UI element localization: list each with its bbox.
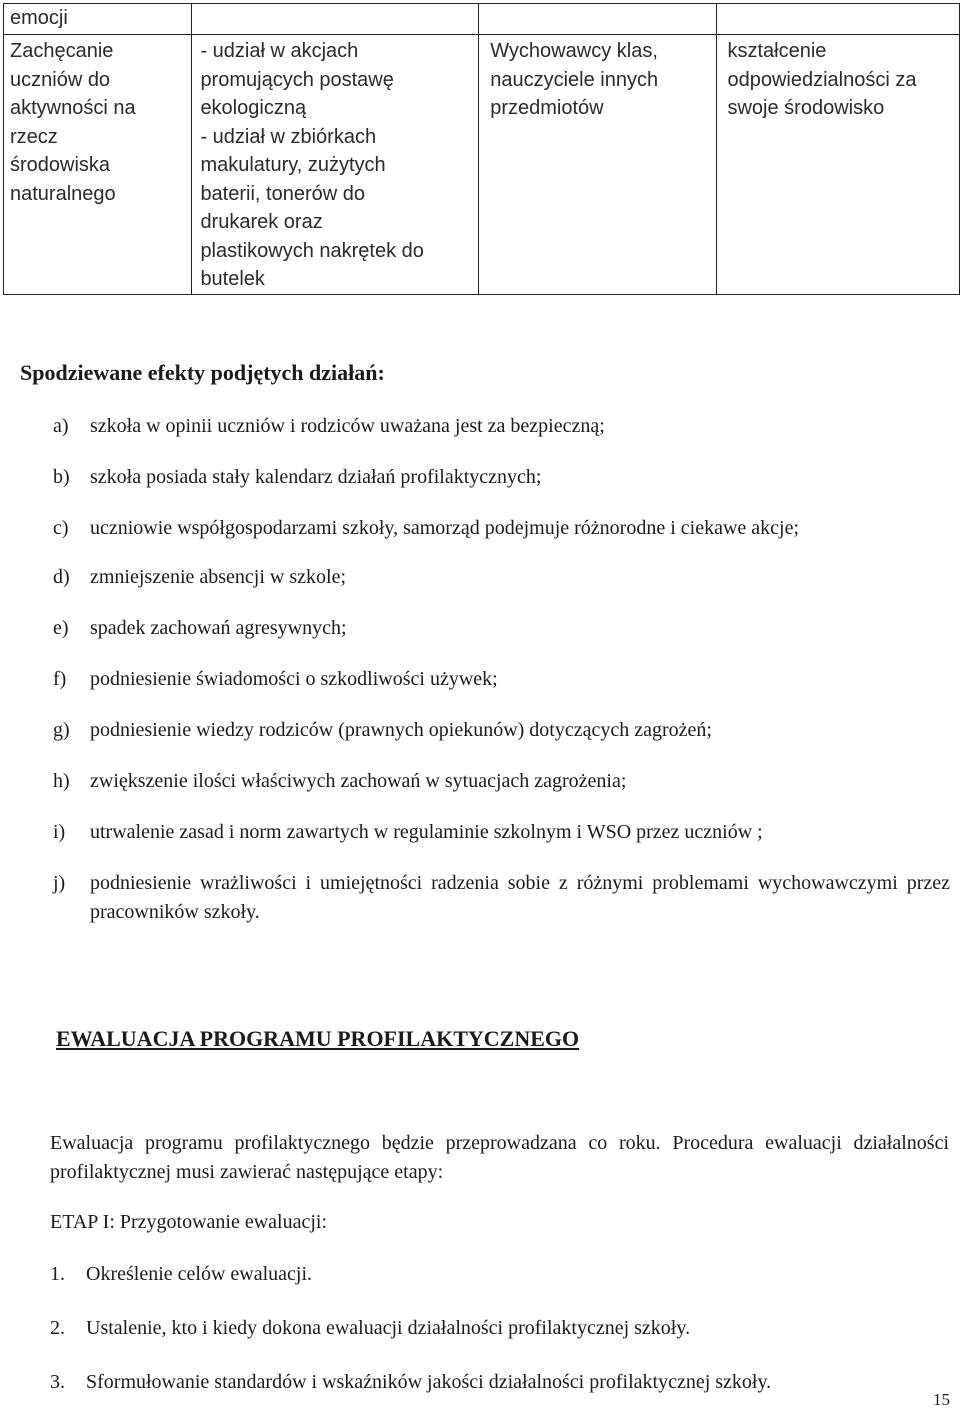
evaluation-heading: EWALUACJA PROGRAMU PROFILAKTYCZNEGO (56, 1026, 580, 1051)
table-cell (479, 4, 717, 35)
list-item: d) zmniejszenie absencji w szkole; (53, 566, 347, 588)
table-cell: emocji (4, 4, 192, 35)
responsible-cell: Wychowawcy klas, nauczyciele innych przedmiotów (479, 35, 717, 295)
list-item: 3. Sformułowanie standardów i wskaźników jakości działalności profilaktycznej szkoły. (50, 1371, 772, 1393)
effects-list (53, 412, 950, 949)
list-item: 1. Określenie celów ewaluacji. (50, 1263, 313, 1285)
tasks-cell: - udział w akcjach promujących postawę ekologiczną - udział w zbiórkach makulatury, zużytych baterii, tonerów do drukarek oraz plastikowych nakrętek do butelek (192, 35, 479, 295)
list-item: i) utrwalenie zasad i norm zawartych w regulaminie szkolnym i WSO przez uczniów ; (53, 821, 763, 843)
effects-heading: Spodziewane efekty podjętych działań: (20, 360, 385, 385)
list-item: c) uczniowie współgospodarzami szkoły, samorząd podejmuje różnorodne i ciekawe akcje; (53, 517, 800, 539)
evaluation-paragraph: Ewaluacja programu profilaktycznego będzie przeprowadzana co roku. Procedura ewaluacji działalności profilaktycznej musi zawierać następujące etapy: (50, 1132, 949, 1183)
table-row (4, 4, 960, 35)
list-item: h) zwiększenie ilości właściwych zachowań w sytuacjach zagrożenia; (53, 770, 627, 792)
table-cell (192, 4, 479, 35)
list-item: a) szkoła w opinii uczniów i rodziców uważana jest za bezpieczną; (53, 415, 605, 437)
list-item: 2. Ustalenie, kto i kiedy dokona ewaluacji działalności profilaktycznej szkoły. (50, 1317, 691, 1339)
table-row (4, 35, 960, 295)
list-item: e) spadek zachowań agresywnych; (53, 617, 347, 639)
list-item: g) podniesienie wiedzy rodziców (prawnych opiekunów) dotyczących zagrożeń; (53, 719, 712, 741)
list-item: b) szkoła posiada stały kalendarz działań profilaktycznych; (53, 466, 542, 488)
steps-list (50, 1260, 949, 1422)
page-number: 15 (933, 1390, 950, 1409)
list-item: f) podniesienie świadomości o szkodliwości używek; (53, 668, 498, 690)
goal-cell: Zachęcanie uczniów do aktywności na rzecz środowiska naturalnego (4, 35, 192, 295)
list-item: j) podniesienie wrażliwości i umiejętności radzenia sobie z różnymi problemami wychowawczymi przez pracowników szkoły. (53, 872, 950, 923)
outcome-cell: kształcenie odpowiedzialności za swoje środowisko (717, 35, 960, 295)
stage-heading: ETAP I: Przygotowanie ewaluacji: (50, 1211, 328, 1233)
activities-table (3, 3, 960, 295)
table-cell (717, 4, 960, 35)
